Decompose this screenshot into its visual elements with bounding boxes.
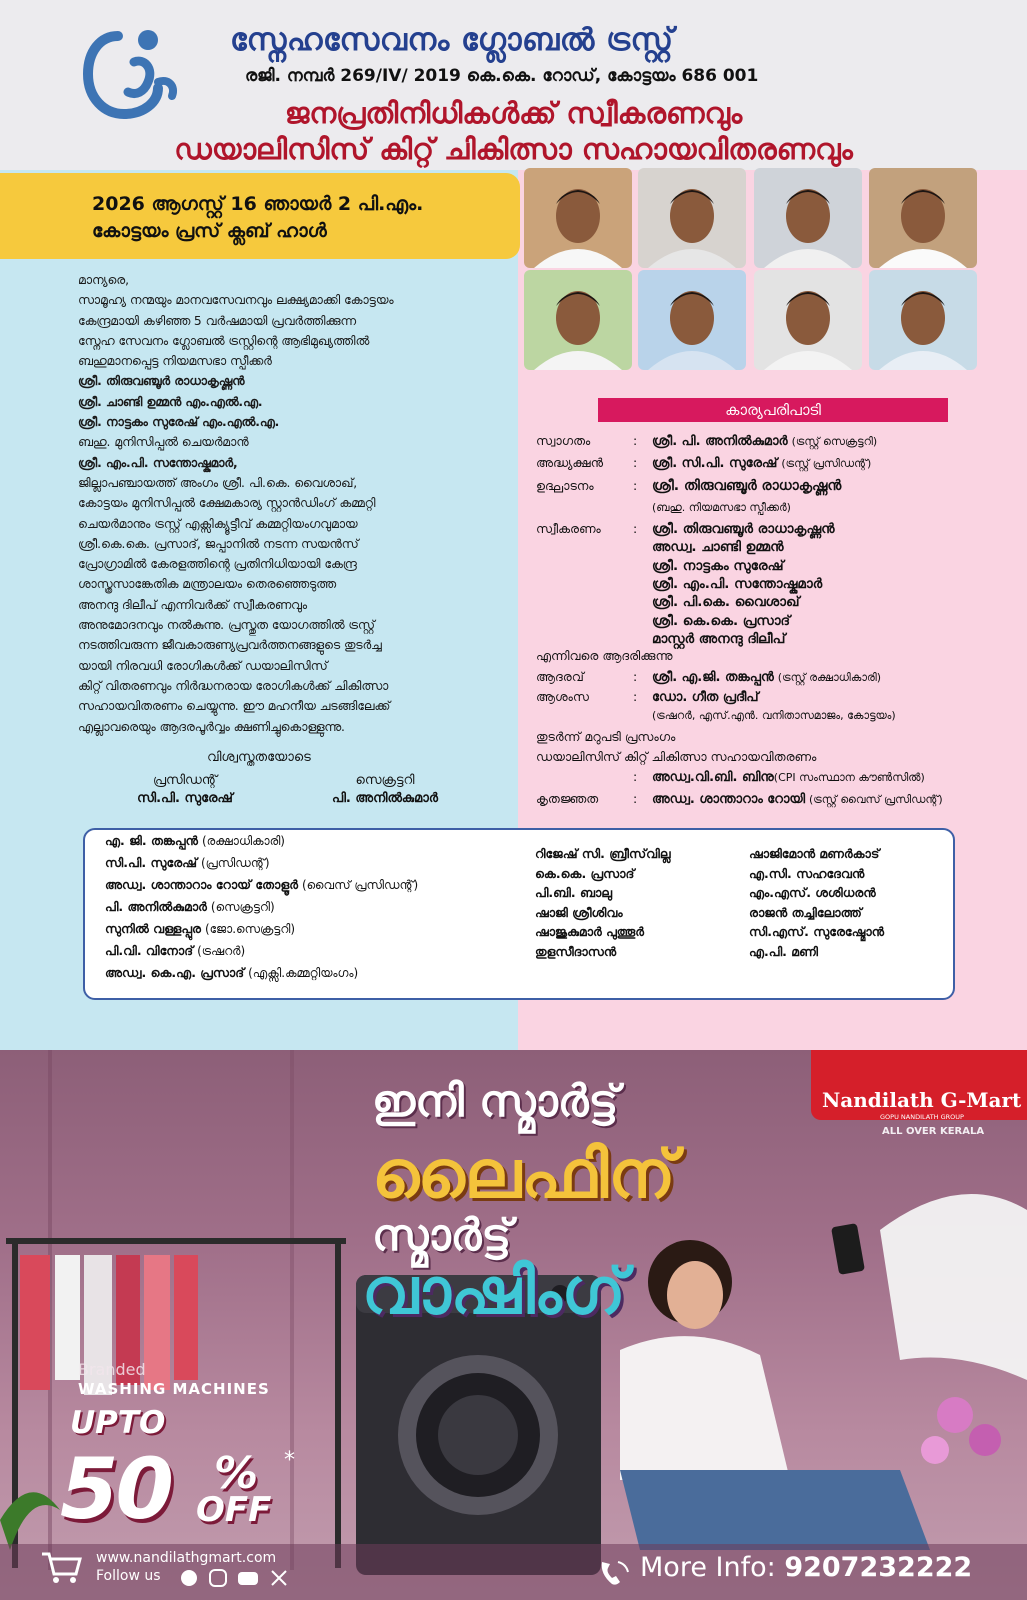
row-note: (ബഹു. നിയമസഭാ സ്പീക്കർ) (652, 501, 791, 514)
committee-box (83, 828, 955, 1000)
brand-area: ALL OVER KERALA (882, 1126, 985, 1137)
row-name: ശ്രീ. പി.കെ. വൈശാഖ് (652, 594, 800, 611)
ad-line-2: ലൈഫിന് (372, 1136, 676, 1213)
row-colon: : (633, 478, 638, 493)
committee-member: കെ.കെ. പ്രസാദ് (535, 865, 635, 881)
letter-line: ശ്രീ. ചാണ്ടി ഉമ്മൻ എം.എൽ.എ. (78, 394, 263, 409)
advertisement (0, 1050, 1027, 1600)
committee-members-1 (535, 844, 671, 961)
row-note: (CPI സംസ്ഥാന കൗൺസിൽ) (773, 771, 925, 784)
committee-member: രാജൻ തച്ചിലോത്ത് (749, 904, 862, 920)
brand-name: Nandilath G-Mart (822, 1088, 1022, 1112)
row-label: ആദരവ് (536, 669, 584, 684)
row-name: ശ്രീ. സി.പി. സുരേഷ് (652, 456, 778, 471)
letter-line: കിറ്റ് വിതരണവും നിർദ്ധനരായ രോഗികൾക്ക് ചികിത്സാ (78, 678, 389, 693)
follow-us-label: Follow us (96, 1568, 161, 1584)
row-label: സ്വാഗതം (536, 433, 591, 448)
member-name: പി.വി. വിനോദ് (105, 943, 194, 958)
letter-line: മാന്യരെ, (78, 273, 129, 287)
row-name: അഡ്വ.വി.ബി. ബിനു (652, 770, 774, 785)
committee-member: സി.എസ്. സുരേഷ്മോൻ (749, 924, 885, 939)
row-name: ശ്രീ. തിരുവഞ്ചൂർ രാധാകൃഷ്ണൻ (652, 478, 842, 494)
row-label: അദ്ധ്യക്ഷൻ (536, 455, 604, 470)
phone-icon (596, 1556, 634, 1590)
person-portrait-icon (638, 168, 746, 268)
washing-machines-label: WASHING MACHINES (78, 1380, 270, 1398)
guest-photo (638, 270, 746, 370)
committee-officer (105, 874, 418, 896)
programme-row-kit: ഡയാലിസിസ് കിറ്റ് ചികിത്സാ സഹായവിതരണം (536, 749, 817, 764)
committee-member: ഷാജി ശ്രീശിവം (535, 904, 623, 920)
committee-officer (105, 962, 418, 984)
row-label: സ്വീകരണം (536, 521, 601, 536)
committee-officer (105, 852, 418, 874)
committee-member: എ.സി. സഹദേവൻ (749, 865, 865, 881)
row-label: ആശംസ (536, 689, 589, 704)
row-label: കൃതജ്ഞത (536, 791, 599, 806)
guest-photo (638, 168, 746, 268)
letter-line: കോട്ടയം മുനിസിപ്പൽ ക്ഷേമകാര്യ സ്റ്റാൻഡിംഗ് കമ്മറ്റി (78, 496, 376, 511)
letter-line: ബഹുമാനപ്പെട്ട നിയമസഭാ സ്പീക്കർ (78, 354, 272, 369)
ad-line-1: ഇനി സ്മാർട്ട് (372, 1076, 619, 1127)
guest-photo (524, 168, 632, 268)
guest-photo (869, 168, 977, 268)
member-role: (എക്സി.കമ്മറ്റിയംഗം) (248, 966, 359, 980)
letter-line: സഹായവിതരണം ചെയ്യുന്നു. ഈ മഹനീയ ചടങ്ങിലേക്ക് (78, 699, 391, 714)
letter-line: നടത്തിവരുന്ന ജീവകാരുണ്യപ്രവർത്തനങ്ങളുടെ തുടർച്ച (78, 638, 382, 653)
row-name: ശ്രീ. എ.ജി. തങ്കപ്പൻ (652, 670, 774, 685)
member-name: സി.പി. സുരേഷ് (105, 855, 197, 870)
row-name: അഡ്വ. ശാന്താറാം റോയി (652, 792, 806, 807)
person-portrait-icon (754, 270, 862, 370)
member-role: (രക്ഷാധികാരി) (201, 834, 285, 848)
ad-line-4: വാഷിംഗ് (362, 1255, 626, 1329)
committee-member: റിജേഷ് സി. ബ്രീസ്‌വില്ല (535, 846, 671, 861)
signatory-name: പി. അനിൽകുമാർ (332, 791, 438, 806)
row-colon: : (633, 455, 638, 470)
row-name: ശ്രീ. കെ.കെ. പ്രസാദ് (652, 612, 791, 629)
committee-member: എം.എസ്. ശശിധരൻ (749, 885, 876, 900)
signatory-secretary (300, 772, 470, 808)
headline-line-1: ജനപ്രതിനിധികൾക്ക് സ്വീകരണവും (284, 96, 743, 130)
row-colon: : (633, 433, 638, 448)
letter-line: അനുമോദനവും നൽകുന്നു. പ്രസ്തുത യോഗത്തിൽ ട്രസ്റ്റ് (78, 618, 375, 633)
letter-line: അനന്ദു ദിലീപ് എന്നിവർക്ക് സ്വീകരണവും (78, 597, 308, 612)
member-role: (വൈസ് പ്രസിഡന്റ്) (302, 878, 419, 892)
social-icons[interactable] (180, 1569, 300, 1587)
letter-line: പ്രോഗ്രാമിൽ കേരളത്തിന്റെ പ്രതിനിധിയായി കേന്ദ്ര (78, 557, 357, 572)
org-name: സ്നേഹസേവനം ഗ്ലോബൽ ട്രസ്റ്റ് (230, 22, 674, 58)
committee-member: ഷാജുകുമാർ പുത്തൂർ (535, 924, 645, 939)
letter-line: സ്നേഹ സേവനം ഗ്ലോബൽ ട്രസ്റ്റിന്റെ ആഭിമുഖ്യത്തിൽ (78, 333, 370, 348)
member-role: (പ്രസിഡന്റ്) (200, 856, 270, 870)
programme-title: കാര്യപരിപാടി (598, 398, 948, 422)
person-portrait-icon (524, 270, 632, 370)
row-colon: : (633, 791, 638, 806)
ad-line-3: സ്മാർട്ട് (372, 1210, 512, 1261)
committee-member: പി.ബി. ബാലു (535, 885, 613, 900)
member-name: സുനിൽ വള്ളപ്പുര (105, 921, 201, 936)
row-note: (ട്രസ്റ്റ് വൈസ് പ്രസിഡന്റ്) (809, 793, 943, 806)
off-label: OFF (196, 1490, 272, 1530)
event-date: 2026 ആഗസ്റ്റ് 16 ഞായർ 2 പി.എം. (92, 193, 424, 215)
percent-sign: % (214, 1448, 259, 1499)
committee-officer (105, 940, 418, 962)
cart-icon (40, 1550, 82, 1584)
person-portrait-icon (638, 270, 746, 370)
row-value (652, 455, 871, 471)
committee-member: എ.പി. മണി (749, 943, 818, 959)
row-colon: : (633, 521, 638, 536)
registration-line: രജി. നമ്പർ 269/IV/ 2019 കെ.കെ. റോഡ്, കോട്ടയം 686 001 (245, 66, 759, 86)
letter-line: ബഹു. മുനിസിപ്പൽ ചെയർമാൻ (78, 435, 249, 450)
phone-number: 9207232222 (784, 1552, 973, 1583)
programme-row-reception-after: എന്നിവരെ ആദരിക്കുന്നു (536, 648, 673, 663)
guest-photo (754, 168, 862, 268)
row-name: ശ്രീ. എം.പി. സന്തോഷ്കുമാർ (652, 575, 823, 592)
row-name: ശ്രീ. തിരുവഞ്ചൂർ രാധാകൃഷ്ണൻ (652, 521, 835, 537)
signatory-role: സെക്രട്ടറി (355, 773, 415, 788)
person-portrait-icon (869, 168, 977, 268)
member-name: അഡ്വ. കെ.എ. പ്രസാദ് (105, 965, 245, 980)
letter-line: ജില്ലാപഞ്ചായത്ത് അംഗം ശ്രീ. പി.കെ. വൈശാഖ്, (78, 475, 358, 490)
committee-officer (105, 896, 418, 918)
row-name: ശ്രീ. നാട്ടകം സുരേഷ് (652, 557, 784, 574)
row-colon: : (633, 689, 638, 704)
letter-line: യായി നിരവധി രോഗികൾക്ക് ഡയാലിസിസ് (78, 658, 328, 673)
brand-subtitle: GOPU NANDILATH GROUP (880, 1113, 964, 1121)
row-note: (ട്രസ്റ്റ് രക്ഷാധികാരി) (777, 671, 881, 684)
guest-photo (869, 270, 977, 370)
row-name: മാസ്റ്റർ അനന്ദു ദിലീപ് (652, 630, 786, 647)
member-role: (സെക്രട്ടറി) (210, 900, 275, 914)
letter-line: കേന്ദ്രമായി കഴിഞ്ഞ 5 വർഷമായി പ്രവർത്തിക്കുന്ന (78, 313, 356, 328)
letter-line: ശ്രീ. നാട്ടകം സുരേഷ് എം.എൽ.എ. (78, 415, 280, 430)
row-value (652, 769, 925, 785)
row-note: (ട്രഷറർ, എസ്.എൻ. വനിതാസമാജം, കോട്ടയം) (652, 709, 896, 722)
row-value (652, 669, 881, 685)
event-venue: കോട്ടയം പ്രസ് ക്ലബ് ഹാൾ (92, 220, 327, 242)
row-name: ഡോ. ഗീത പ്രദീപ് (652, 690, 759, 705)
committee-member: തുളസീദാസൻ (535, 943, 617, 959)
member-name: പി. അനിൽകുമാർ (105, 899, 207, 914)
letter-line: എല്ലാവരെയും ആദരപൂർവ്വം ക്ഷണിച്ചുകൊള്ളുന്നു. (78, 719, 345, 734)
closing-text: വിശ്വസ്തതയോടെ (207, 750, 311, 765)
invitation-letter (78, 270, 508, 737)
headline-line-2: ഡയാലിസിസ് കിറ്റ് ചികിത്സാ സഹായവിതരണവും (174, 132, 853, 166)
discount-value: 50 (60, 1440, 171, 1538)
row-value (652, 689, 759, 705)
upto-label: UPTO (70, 1405, 166, 1441)
row-colon: : (633, 669, 638, 684)
committee-members-2 (749, 844, 884, 961)
row-colon: : (633, 769, 638, 784)
row-label: ഉദ്ഘാടനം (536, 478, 594, 493)
member-name: എ. ജി. തങ്കപ്പൻ (105, 833, 198, 848)
date-box (0, 173, 520, 259)
committee-officer (105, 918, 418, 940)
header (0, 0, 1027, 170)
letter-line: ശാസ്ത്രസാങ്കേതിക മന്ത്രാലയം തെരഞ്ഞെടുത്ത (78, 577, 336, 592)
signatory-president (110, 772, 260, 808)
row-note: (ട്രസ്റ്റ് സെക്രട്ടറി) (791, 435, 878, 448)
row-value (652, 433, 877, 449)
guest-photo (524, 270, 632, 370)
letter-line: സാമൂഹ്യ നന്മയും മാനവസേവനവും ലക്ഷ്യമാക്കി കോട്ടയം (78, 293, 394, 308)
more-info-label: More Info: (640, 1552, 776, 1583)
letter-line: ചെയർമാനും ട്രസ്റ്റ് എക്സിക്യൂട്ടീവ് കമ്മറ്റിയംഗവുമായ (78, 516, 358, 531)
branded-label: Branded (78, 1360, 146, 1379)
signatory-name: സി.പി. സുരേഷ് (137, 791, 233, 806)
member-role: (ട്രഷറർ) (197, 944, 246, 958)
committee-member: ഷാജിമോൻ മണർകാട് (749, 846, 880, 861)
row-name: അഡ്വ. ചാണ്ടി ഉമ്മൻ (652, 539, 784, 556)
person-portrait-icon (754, 168, 862, 268)
row-value (652, 478, 841, 494)
signatory-role: പ്രസിഡന്റ് (152, 773, 218, 788)
person-portrait-icon (869, 270, 977, 370)
more-info[interactable] (640, 1552, 972, 1583)
guest-photo (754, 270, 862, 370)
asterisk: * (284, 1448, 295, 1473)
website-link[interactable]: www.nandilathgmart.com (96, 1550, 277, 1566)
letter-line: ശ്രീ. എം.പി. സന്തോഷ്കുമാർ, (78, 455, 238, 470)
row-name: ശ്രീ. പി. അനിൽകുമാർ (652, 434, 788, 449)
person-portrait-icon (524, 168, 632, 268)
row-note: (ട്രസ്റ്റ് പ്രസിഡന്റ്) (781, 457, 872, 470)
member-role: (ജോ.സെക്രട്ടറി) (204, 922, 296, 936)
committee-officer (105, 830, 418, 852)
letter-line: ശ്രീ. തിരുവഞ്ചൂർ രാധാകൃഷ്ണൻ (78, 374, 245, 389)
programme-row-reply: തുടർന്ന് മറുപടി പ്രസംഗം (536, 729, 676, 744)
committee-officers (105, 830, 418, 984)
member-name: അഡ്വ. ശാന്താറാം റോയ് തോളൂർ (105, 877, 299, 892)
row-value (652, 791, 943, 807)
letter-line: ശ്രീ.കെ.കെ. പ്രസാദ്, ജപ്പാനിൽ നടന്ന സയൻസ് (78, 536, 359, 551)
